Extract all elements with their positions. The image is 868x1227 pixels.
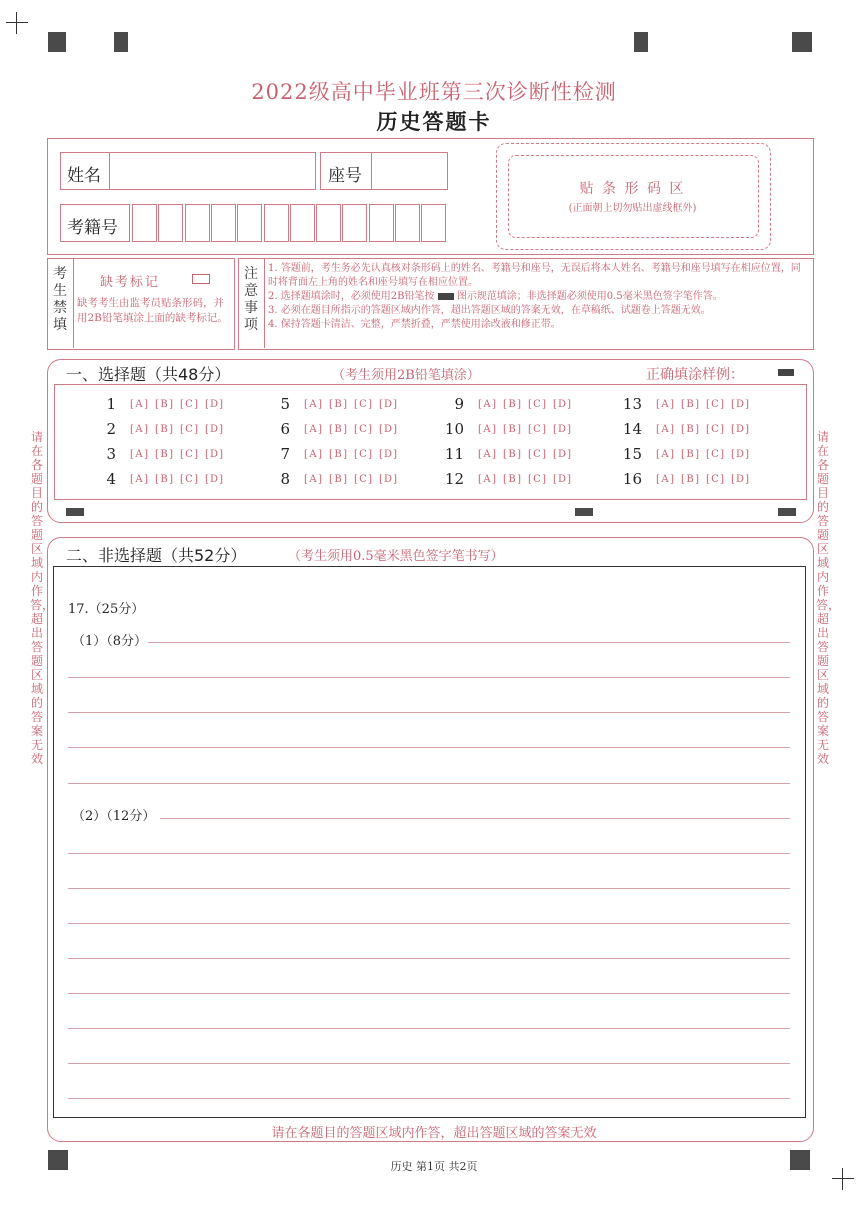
option-bubble-d[interactable]: [ D ] bbox=[379, 425, 397, 435]
option-bubble-d[interactable]: [ D ] bbox=[379, 400, 397, 410]
option-bubble-b[interactable]: [ B ] bbox=[155, 400, 173, 410]
option-bubble-c[interactable]: [ C ] bbox=[706, 475, 724, 485]
timing-mark bbox=[778, 508, 796, 516]
answer-line bbox=[148, 642, 790, 643]
exam-id-digit-cell[interactable] bbox=[237, 204, 262, 242]
choice-section-hint: （考生须用2B铅笔填涂） bbox=[332, 368, 480, 383]
exam-id-digit-cell[interactable] bbox=[395, 204, 420, 242]
registration-cross-top-left bbox=[6, 12, 28, 34]
question-number: 3 bbox=[106, 445, 116, 463]
option-bubble-a[interactable]: [ A ] bbox=[304, 425, 322, 435]
question-number: 9 bbox=[454, 395, 464, 413]
answer-line bbox=[68, 1028, 790, 1029]
answer-line bbox=[68, 993, 790, 994]
question-number: 14 bbox=[622, 420, 642, 438]
exam-id-digit-cell[interactable] bbox=[264, 204, 289, 242]
option-bubble-c[interactable]: [ C ] bbox=[354, 425, 372, 435]
option-bubble-b[interactable]: [ B ] bbox=[329, 425, 347, 435]
exam-id-digit-cell[interactable] bbox=[185, 204, 210, 242]
question-number: 16 bbox=[622, 470, 642, 488]
option-bubble-b[interactable]: [ B ] bbox=[329, 400, 347, 410]
note-item: 2. 选择题填涂时，必须使用2B铅笔按 图示规范填涂；非选择题必须使用0.5毫米黑色签字笔作答。 bbox=[268, 291, 723, 302]
question-number: 12 bbox=[444, 470, 464, 488]
option-bubble-d[interactable]: [ D ] bbox=[205, 400, 223, 410]
question-number: 1 bbox=[106, 395, 116, 413]
option-bubble-d[interactable]: [ D ] bbox=[379, 450, 397, 460]
choice-section-title: 一、选择题（共48分） bbox=[62, 362, 234, 385]
exam-id-digit-cell[interactable] bbox=[369, 204, 394, 242]
option-bubble-c[interactable]: [ C ] bbox=[528, 450, 546, 460]
timing-mark bbox=[114, 32, 128, 52]
exam-id-digit-cell[interactable] bbox=[421, 204, 446, 242]
q17-2-label: （2）（12分） bbox=[72, 809, 156, 824]
option-bubble-d[interactable]: [ D ] bbox=[379, 475, 397, 485]
option-bubble-c[interactable]: [ C ] bbox=[180, 425, 198, 435]
sample-label: 正确填涂样例： bbox=[646, 367, 744, 383]
option-bubble-a[interactable]: [ A ] bbox=[478, 425, 496, 435]
question-number: 2 bbox=[106, 420, 116, 438]
option-bubble-c[interactable]: [ C ] bbox=[706, 400, 724, 410]
note-item: 1. 答题前，考生务必先认真核对条形码上的姓名、考籍号和座号，无误后将本人姓名、考籍号和座号填写在相应位置，同时将背面左上角的姓名和座号填写在相应位置。 bbox=[268, 263, 801, 288]
question-number: 11 bbox=[444, 445, 464, 463]
q17-label: 17.（25分） bbox=[68, 602, 145, 617]
timing-mark bbox=[48, 32, 66, 52]
answer-line bbox=[68, 712, 790, 713]
question-number: 15 bbox=[622, 445, 642, 463]
option-bubble-c[interactable]: [ C ] bbox=[528, 400, 546, 410]
option-bubble-a[interactable]: [ A ] bbox=[656, 450, 674, 460]
question-number: 6 bbox=[280, 420, 290, 438]
option-bubble-a[interactable]: [ A ] bbox=[478, 400, 496, 410]
answer-line bbox=[68, 783, 790, 784]
barcode-title: 贴 条 形 码 区 bbox=[579, 181, 686, 197]
note-item: 3. 必须在题目所指示的答题区域内作答，超出答题区域的答案无效，在草稿纸、试题卷上答题无效。 bbox=[268, 305, 711, 316]
option-bubble-c[interactable]: [ C ] bbox=[354, 450, 372, 460]
option-bubble-b[interactable]: [ B ] bbox=[681, 400, 699, 410]
notes-list bbox=[268, 262, 808, 332]
absent-note: 缺考考生由监考员贴条形码，并用2B铅笔填涂上面的缺考标记。 bbox=[77, 297, 228, 324]
footer-warning: 请在各题目的答题区域内作答，超出答题区域的答案无效 bbox=[271, 1126, 597, 1141]
exam-id-digit-cell[interactable] bbox=[342, 204, 367, 242]
question-number: 10 bbox=[444, 420, 464, 438]
option-bubble-a[interactable]: [ A ] bbox=[304, 450, 322, 460]
option-bubble-d[interactable]: [ D ] bbox=[731, 425, 749, 435]
answer-line bbox=[68, 1063, 790, 1064]
option-bubble-a[interactable]: [ A ] bbox=[130, 400, 148, 410]
option-bubble-d[interactable]: [ D ] bbox=[553, 425, 571, 435]
exam-title: 2022级高中毕业班第三次诊断性检测 bbox=[251, 80, 617, 104]
option-bubble-d[interactable]: [ D ] bbox=[553, 450, 571, 460]
option-bubble-c[interactable]: [ C ] bbox=[180, 400, 198, 410]
exam-id-digit-cell[interactable] bbox=[290, 204, 315, 242]
option-bubble-c[interactable]: [ C ] bbox=[180, 450, 198, 460]
option-bubble-d[interactable]: [ D ] bbox=[205, 450, 223, 460]
answer-line bbox=[160, 818, 790, 819]
option-bubble-d[interactable]: [ D ] bbox=[553, 400, 571, 410]
timing-mark bbox=[634, 32, 648, 52]
timing-mark bbox=[575, 508, 593, 516]
seat-label: 座号 bbox=[328, 166, 362, 186]
option-bubble-b[interactable]: [ B ] bbox=[155, 450, 173, 460]
essay-section-hint: （考生须用0.5毫米黑色签字笔书写） bbox=[288, 549, 504, 564]
forbidden-label: 考生禁填 bbox=[53, 266, 67, 333]
option-bubble-a[interactable]: [ A ] bbox=[130, 450, 148, 460]
option-bubble-a[interactable]: [ A ] bbox=[130, 475, 148, 485]
option-bubble-b[interactable]: [ B ] bbox=[503, 425, 521, 435]
option-bubble-c[interactable]: [ C ] bbox=[354, 400, 372, 410]
option-bubble-b[interactable]: [ B ] bbox=[681, 425, 699, 435]
question-number: 13 bbox=[622, 395, 642, 413]
exam-id-digit-cell[interactable] bbox=[211, 204, 236, 242]
option-bubble-d[interactable]: [ D ] bbox=[731, 400, 749, 410]
option-bubble-d[interactable]: [ D ] bbox=[731, 450, 749, 460]
card-title: 历史答题卡 bbox=[376, 110, 492, 134]
exam-id-digit-cell[interactable] bbox=[316, 204, 341, 242]
answer-line bbox=[68, 677, 790, 678]
option-bubble-a[interactable]: [ A ] bbox=[656, 475, 674, 485]
option-bubble-b[interactable]: [ B ] bbox=[503, 400, 521, 410]
question-number: 5 bbox=[280, 395, 290, 413]
question-number: 7 bbox=[280, 445, 290, 463]
essay-answer-area[interactable] bbox=[53, 566, 806, 1118]
option-bubble-c[interactable]: [ C ] bbox=[528, 425, 546, 435]
sample-fill-icon bbox=[438, 293, 454, 300]
option-bubble-c[interactable]: [ C ] bbox=[706, 450, 724, 460]
name-label: 姓名 bbox=[67, 166, 101, 186]
q17-1-label: （1）（8分） bbox=[72, 634, 148, 649]
timing-mark bbox=[792, 32, 812, 52]
answer-line bbox=[68, 888, 790, 889]
option-bubble-b[interactable]: [ B ] bbox=[329, 450, 347, 460]
question-number: 4 bbox=[106, 470, 116, 488]
exam-id-digit-cell[interactable] bbox=[132, 204, 157, 242]
absent-mark-title: 缺考标记 bbox=[100, 275, 161, 290]
exam-id-digit-cell[interactable] bbox=[158, 204, 183, 242]
answer-line bbox=[68, 958, 790, 959]
option-bubble-d[interactable]: [ D ] bbox=[205, 475, 223, 485]
sample-fill-icon bbox=[778, 369, 794, 376]
essay-section-title: 二、非选择题（共52分） bbox=[62, 543, 250, 566]
option-bubble-c[interactable]: [ C ] bbox=[180, 475, 198, 485]
option-bubble-b[interactable]: [ B ] bbox=[155, 475, 173, 485]
option-bubble-a[interactable]: [ A ] bbox=[130, 425, 148, 435]
option-bubble-b[interactable]: [ B ] bbox=[155, 425, 173, 435]
side-warning-left: 请在各题目的答题区域内作答，超出答题区域的答案无效 bbox=[30, 430, 55, 766]
option-bubble-a[interactable]: [ A ] bbox=[304, 475, 322, 485]
option-bubble-b[interactable]: [ B ] bbox=[503, 450, 521, 460]
option-bubble-a[interactable]: [ A ] bbox=[656, 425, 674, 435]
option-bubble-b[interactable]: [ B ] bbox=[681, 475, 699, 485]
option-bubble-b[interactable]: [ B ] bbox=[681, 450, 699, 460]
option-bubble-c[interactable]: [ C ] bbox=[706, 425, 724, 435]
note-item: 4. 保持答题卡清洁、完整，严禁折叠，严禁使用涂改液和修正带。 bbox=[268, 319, 561, 330]
option-bubble-a[interactable]: [ A ] bbox=[304, 400, 322, 410]
option-bubble-d[interactable]: [ D ] bbox=[731, 475, 749, 485]
answer-line bbox=[68, 853, 790, 854]
page-number: 历史 第1页 共2页 bbox=[390, 1160, 478, 1173]
option-bubble-a[interactable]: [ A ] bbox=[656, 400, 674, 410]
option-bubble-d[interactable]: [ D ] bbox=[205, 425, 223, 435]
timing-mark bbox=[66, 508, 84, 516]
notes-label: 注意事项 bbox=[244, 266, 258, 333]
exam-id-label: 考籍号 bbox=[67, 218, 118, 238]
option-bubble-d[interactable]: [ D ] bbox=[553, 475, 571, 485]
answer-line bbox=[68, 923, 790, 924]
barcode-note: (正面朝上切勿贴出虚线框外) bbox=[568, 203, 697, 214]
option-bubble-a[interactable]: [ A ] bbox=[478, 450, 496, 460]
option-bubble-b[interactable]: [ B ] bbox=[329, 475, 347, 485]
option-bubble-a[interactable]: [ A ] bbox=[478, 475, 496, 485]
option-bubble-c[interactable]: [ C ] bbox=[528, 475, 546, 485]
answer-line bbox=[68, 1098, 790, 1099]
question-number: 8 bbox=[280, 470, 290, 488]
answer-line bbox=[68, 747, 790, 748]
option-bubble-b[interactable]: [ B ] bbox=[503, 475, 521, 485]
absent-mark-box[interactable] bbox=[192, 274, 210, 284]
option-bubble-c[interactable]: [ C ] bbox=[354, 475, 372, 485]
side-warning-right: 请在各题目的答题区域内作答，超出答题区域的答案无效 bbox=[816, 430, 841, 766]
